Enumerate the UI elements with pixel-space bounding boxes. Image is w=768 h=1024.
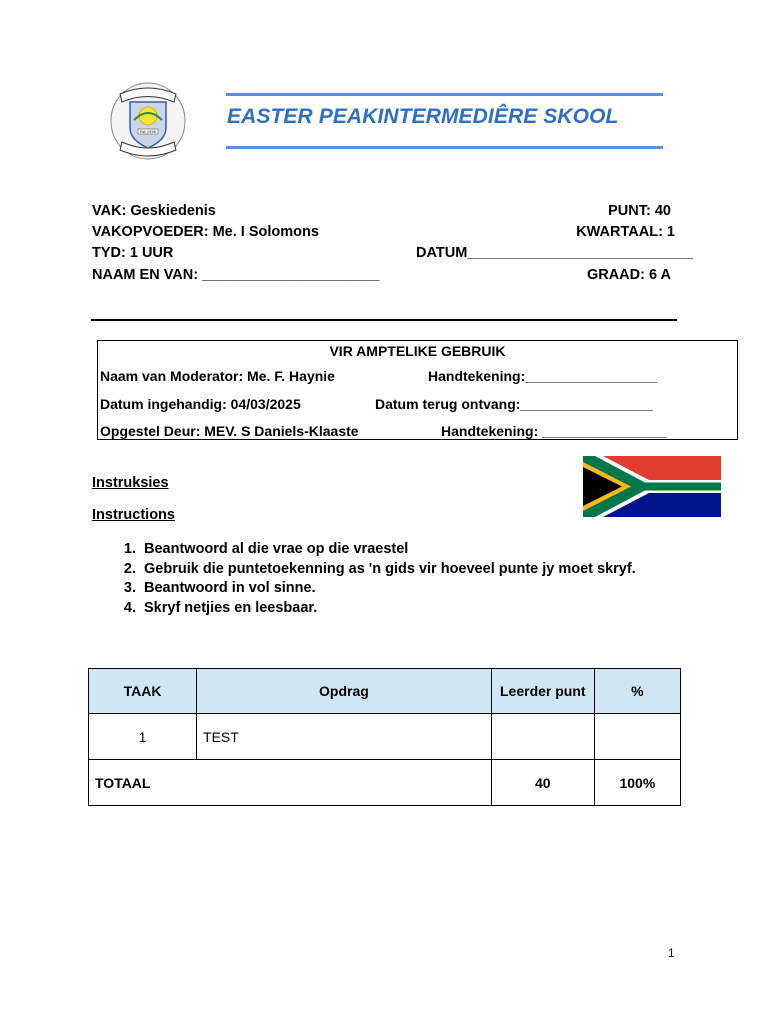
table-header-row (89, 669, 681, 714)
header-leerder-punt: Leerder punt (491, 669, 594, 714)
table-row (89, 714, 681, 760)
total-percent: 100% (594, 760, 680, 806)
moderator-name: Naam van Moderator: Me. F. Haynie (100, 368, 335, 384)
row-percent[interactable] (594, 714, 680, 760)
time-label: TYD: 1 UUR (92, 245, 174, 261)
compiled-by: Opgestel Deur: MEV. S Daniels-Klaaste (100, 423, 359, 439)
grade-label: GRAAD: 6 A (586, 267, 671, 283)
row-opdrag: TEST (197, 714, 492, 760)
term-label: KWARTAAL: 1 (576, 224, 675, 240)
header-taak: TAAK (89, 669, 197, 714)
row-leerder-punt[interactable] (491, 714, 594, 760)
official-use-box (97, 340, 738, 440)
official-title: VIR AMPTELIKE GEBRUIK (329, 343, 506, 359)
total-label: TOTAAL (89, 760, 492, 806)
crest-year-text: Est 1956 (140, 130, 156, 134)
instruction-item: 3. Beantwoord in vol sinne. (140, 579, 636, 599)
header-percent: % (594, 669, 680, 714)
total-marks: 40 (491, 760, 594, 806)
page-number: 1 (668, 946, 675, 960)
teacher-label: VAKOPVOEDER: Me. I Solomons (92, 224, 319, 240)
compiler-signature-field[interactable]: Handtekening: ________________ (441, 423, 667, 439)
subject-label: VAK: Geskiedenis (92, 203, 216, 219)
school-crest-logo (108, 80, 188, 162)
school-name: EASTER PEAKINTERMEDIÊRE SKOOL (227, 105, 619, 128)
instructions-heading-af: Instruksies (92, 475, 169, 491)
row-taak: 1 (89, 714, 197, 760)
date-returned-field[interactable]: Datum terug ontvang:_________________ (375, 396, 653, 412)
marks-label: PUNT: 40 (608, 203, 671, 219)
task-table (88, 668, 681, 806)
moderator-signature-field[interactable]: Handtekening:_________________ (428, 368, 658, 384)
header-opdrag: Opdrag (197, 669, 492, 714)
divider-line (91, 319, 677, 321)
south-africa-flag-icon (583, 456, 721, 517)
instructions-heading-en: Instructions (92, 507, 175, 523)
date-submitted: Datum ingehandig: 04/03/2025 (100, 396, 301, 412)
header-top-line (226, 93, 663, 96)
header-bottom-line (226, 146, 663, 149)
instruction-item: 2. Gebruik die puntetoekenning as 'n gids vir hoeveel punte jy moet skryf. (140, 560, 636, 580)
total-row (89, 760, 681, 806)
date-field[interactable]: DATUM____________________________ (416, 245, 694, 261)
instructions-list (92, 540, 636, 618)
instruction-item: 1. Beantwoord al die vrae op die vraestel (140, 540, 636, 560)
name-field[interactable]: NAAM EN VAN: ______________________ (92, 267, 380, 283)
instruction-item: 4. Skryf netjies en leesbaar. (140, 599, 636, 619)
